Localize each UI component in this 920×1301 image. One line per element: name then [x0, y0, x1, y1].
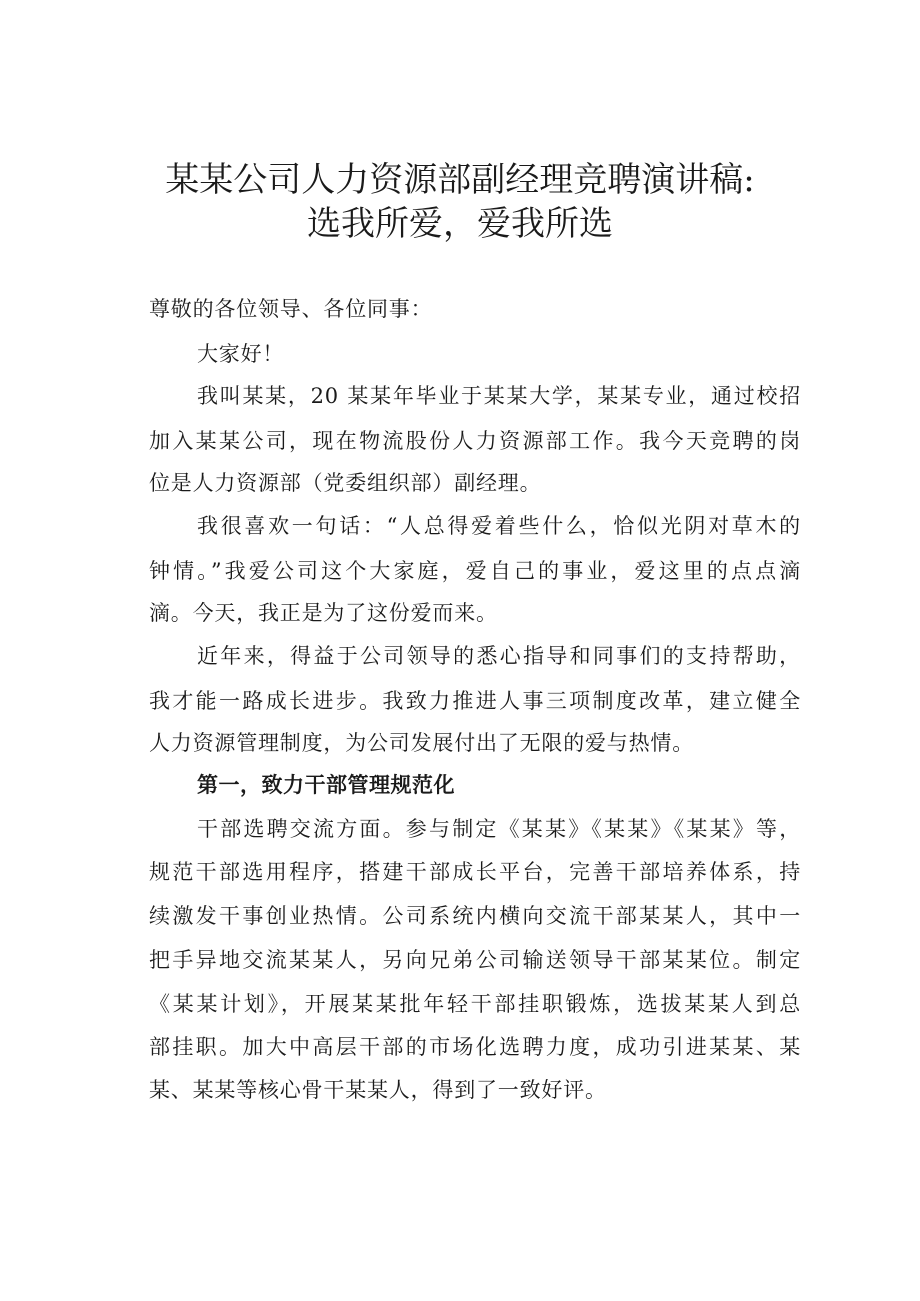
paragraph-line: 人力资源管理制度，为公司发展付出了无限的爱与热情。: [149, 731, 694, 755]
paragraph-line: 近年来，得益于公司领导的悉心指导和同事们的支持帮助，: [197, 644, 801, 668]
paragraph-line: 滴。今天，我正是为了这份爱而来。: [149, 601, 498, 625]
paragraph-line: 钟情。”我爱公司这个大家庭，爱自己的事业，爱这里的点点滴: [149, 559, 801, 583]
paragraph-line: 规范干部选用程序，搭建干部成长平台，完善干部培养体系，持: [149, 860, 801, 884]
paragraph-line: 我叫某某，20 某某年毕业于某某大学，某某专业，通过校招: [197, 384, 801, 408]
paragraph-line: 某、某某等核心骨干某某人，得到了一致好评。: [149, 1078, 607, 1102]
section-heading: 第一，致力干部管理规范化: [197, 773, 455, 797]
salutation: 尊敬的各位领导、各位同事：: [149, 297, 433, 321]
paragraph-line: 我才能一路成长进步。我致力推进人事三项制度改革，建立健全: [149, 689, 801, 713]
paragraph-line: 《某某计划》，开展某某批年轻干部挂职锻炼，选拔某某人到总: [149, 992, 801, 1016]
paragraph-line: 加入某某公司，现在物流股份人力资源部工作。我今天竞聘的岗: [149, 429, 801, 453]
greeting: 大家好！: [197, 342, 285, 366]
paragraph-line: 把手异地交流某某人，另向兄弟公司输送领导干部某某位。制定: [149, 948, 801, 972]
paragraph-line: 位是人力资源部（党委组织部）副经理。: [149, 471, 542, 495]
paragraph-line: 部挂职。加大中高层干部的市场化选聘力度，成功引进某某、某: [149, 1035, 801, 1059]
paragraph-line: 续激发干事创业热情。公司系统内横向交流干部某某人，其中一: [149, 904, 801, 928]
document-title-line-1: 某某公司人力资源部副经理竞聘演讲稿:: [165, 160, 755, 200]
paragraph-line: 干部选聘交流方面。参与制定《某某》《某某》《某某》等，: [197, 817, 801, 841]
paragraph-line: 我很喜欢一句话：“人总得爱着些什么，恰似光阴对草木的: [197, 514, 801, 538]
document-title-line-2: 选我所爱，爱我所选: [307, 204, 613, 244]
